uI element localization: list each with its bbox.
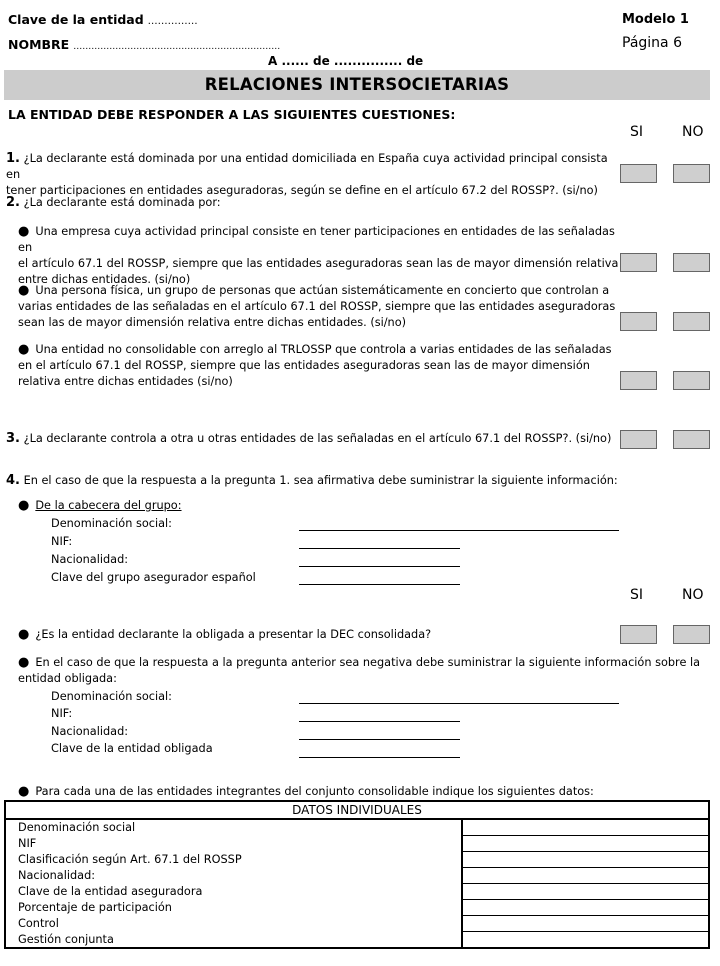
q3-number: 3. — [6, 431, 20, 446]
bullet-icon: ● — [18, 283, 30, 298]
pagina-label: Página 6 — [622, 35, 682, 51]
obligada-clave-field[interactable] — [299, 757, 460, 758]
cabecera-nif-field[interactable] — [299, 548, 460, 549]
bullet-icon: ● — [18, 627, 30, 642]
cabecera-denominacion-field[interactable] — [299, 530, 619, 531]
obligada-nacionalidad-label: Nacionalidad: — [51, 725, 129, 738]
datos-row-value[interactable] — [462, 932, 709, 949]
col-no-header: NO — [682, 124, 704, 140]
q2b-line1: Una persona física, un grupo de personas que actúan sistemáticamente en concierto que controlan a — [35, 284, 610, 297]
obligada-nif-field[interactable] — [299, 721, 460, 722]
datos-row-label: Nacionalidad: — [5, 868, 462, 884]
col-no-header-2: NO — [682, 587, 704, 603]
datos-row-label: Porcentaje de participación — [5, 900, 462, 916]
datos-table-header: DATOS INDIVIDUALES — [5, 801, 709, 819]
question-2 — [6, 195, 221, 211]
cabecera-heading-row — [18, 498, 182, 514]
question-2b — [18, 283, 620, 331]
bullet-icon: ● — [18, 655, 30, 670]
question-2a — [18, 224, 620, 288]
obligada-denominacion-field[interactable] — [299, 703, 619, 704]
q2b-no-box[interactable] — [673, 312, 710, 331]
datos-row-value[interactable] — [462, 884, 709, 900]
modelo-label: Modelo 1 — [622, 12, 689, 27]
datos-row-label: Control — [5, 916, 462, 932]
conjunto-text: Para cada una de las entidades integrantes del conjunto consolidable indique los siguientes datos: — [35, 785, 594, 798]
q2c-line1: Una entidad no consolidable con arreglo al TRLOSSP que controla a varias entidades de las señaladas — [35, 343, 612, 356]
conjunto-paragraph — [18, 784, 594, 800]
question-2c — [18, 342, 620, 390]
q2-number: 2. — [6, 195, 20, 210]
datos-row-value[interactable] — [462, 852, 709, 868]
datos-individuales-table — [4, 800, 710, 949]
q2c-no-box[interactable] — [673, 371, 710, 390]
bullet-icon: ● — [18, 784, 30, 799]
q1-number: 1. — [6, 151, 20, 166]
datos-row-label: Gestión conjunta — [5, 932, 462, 949]
datos-row-value[interactable] — [462, 819, 709, 836]
bullet-icon: ● — [18, 224, 30, 239]
cabecera-nacionalidad-field[interactable] — [299, 566, 460, 567]
q2a-line2: el artículo 67.1 del ROSSP, siempre que las entidades aseguradoras sean las de mayor dimensión relativa — [18, 257, 619, 270]
section-subtitle: LA ENTIDAD DEBE RESPONDER A LAS SIGUIENTES CUESTIONES: — [8, 107, 456, 122]
date-line: A ...... de ............... de — [268, 54, 424, 68]
dec-question-text: ¿Es la entidad declarante la obligada a presentar la DEC consolidada? — [35, 628, 432, 641]
q1-no-box[interactable] — [673, 164, 710, 183]
obligada-nif-label: NIF: — [51, 707, 73, 720]
q1-si-box[interactable] — [620, 164, 657, 183]
q4-text: En el caso de que la respuesta a la pregunta 1. sea afirmativa debe suministrar la siguiente información: — [23, 474, 618, 487]
obligada-nacionalidad-field[interactable] — [299, 739, 460, 740]
q2a-line1: Una empresa cuya actividad principal consiste en tener participaciones en entidades de las señaladas en — [18, 225, 615, 254]
cabecera-clave-label: Clave del grupo asegurador español — [51, 571, 256, 584]
clave-entidad — [8, 12, 198, 27]
cabecera-clave-field[interactable] — [299, 584, 460, 585]
clave-dots[interactable]: …………… — [147, 16, 198, 27]
q2b-line3: sean las de mayor dimensión relativa entre dichas entidades. (si/no) — [18, 316, 407, 329]
nombre-dots[interactable]: …………………………………………………………… — [73, 42, 281, 52]
bullet-icon: ● — [18, 498, 30, 513]
cabecera-nif-label: NIF: — [51, 535, 73, 548]
datos-row-value[interactable] — [462, 836, 709, 852]
nombre-label: NOMBRE — [8, 37, 70, 52]
q2a-no-box[interactable] — [673, 253, 710, 272]
page-title: RELACIONES INTERSOCIETARIAS — [4, 70, 710, 100]
cabecera-denominacion-label: Denominación social: — [51, 517, 172, 530]
bullet-icon: ● — [18, 342, 30, 357]
nombre-entidad — [8, 37, 280, 52]
clave-label: Clave de la entidad — [8, 12, 144, 27]
q3-text: ¿La declarante controla a otra u otras entidades de las señaladas en el artículo 67.1 del ROSSP?. (si/no) — [23, 432, 612, 445]
cabecera-heading: De la cabecera del grupo: — [35, 499, 182, 512]
dec-question — [18, 627, 431, 643]
q2c-line3: relativa entre dichas entidades (si/no) — [18, 375, 233, 388]
q2a-line3: entre dichas entidades. (si/no) — [18, 273, 191, 286]
obligada-line2: entidad obligada: — [18, 672, 117, 685]
q2b-line2: varias entidades de las señaladas en el artículo 67.1 del ROSSP, siempre que las entidades aseguradoras — [18, 300, 616, 313]
q3-no-box[interactable] — [673, 430, 710, 449]
datos-row-label: Clave de la entidad aseguradora — [5, 884, 462, 900]
q2b-si-box[interactable] — [620, 312, 657, 331]
question-1 — [6, 151, 618, 199]
col-si-header-2: SI — [630, 587, 644, 603]
datos-row-value[interactable] — [462, 900, 709, 916]
datos-row-value[interactable] — [462, 916, 709, 932]
q1-line2: tener participaciones en entidades aseguradoras, según se define en el artículo 67.2 del ROSSP?. (si/no) — [6, 184, 598, 197]
q2c-si-box[interactable] — [620, 371, 657, 390]
question-4 — [6, 473, 696, 489]
q1-line1: ¿La declarante está dominada por una entidad domiciliada en España cuya actividad principal consista en — [6, 152, 608, 181]
q2-text: ¿La declarante está dominada por: — [23, 196, 221, 209]
q2a-si-box[interactable] — [620, 253, 657, 272]
cabecera-nacionalidad-label: Nacionalidad: — [51, 553, 129, 566]
question-3 — [6, 431, 618, 447]
dec-si-box[interactable] — [620, 625, 657, 644]
datos-row-label: Denominación social — [5, 819, 462, 836]
datos-row-value[interactable] — [462, 868, 709, 884]
obligada-paragraph — [18, 655, 708, 687]
col-si-header: SI — [630, 124, 644, 140]
q4-number: 4. — [6, 473, 20, 488]
q2c-line2: en el artículo 67.1 del ROSSP, siempre que las entidades aseguradoras sean las de mayor dimensión — [18, 359, 590, 372]
obligada-denominacion-label: Denominación social: — [51, 690, 172, 703]
q3-si-box[interactable] — [620, 430, 657, 449]
datos-row-label: NIF — [5, 836, 462, 852]
dec-no-box[interactable] — [673, 625, 710, 644]
obligada-line1: En el caso de que la respuesta a la pregunta anterior sea negativa debe suministrar la siguiente información sobre la — [35, 656, 701, 669]
datos-row-label: Clasificación según Art. 67.1 del ROSSP — [5, 852, 462, 868]
obligada-clave-label: Clave de la entidad obligada — [51, 742, 213, 755]
